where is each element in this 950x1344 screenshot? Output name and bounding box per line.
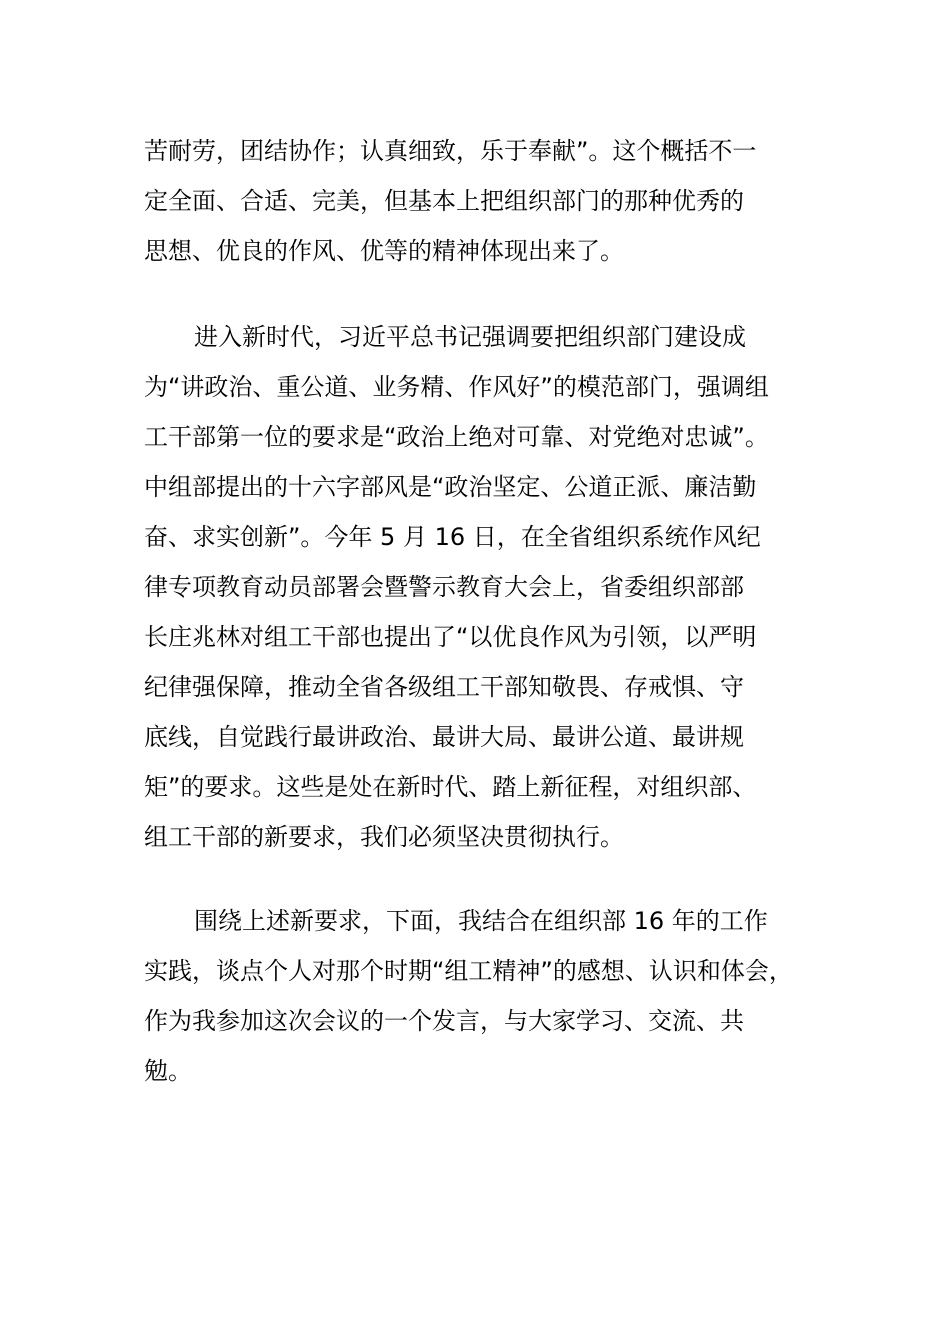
paragraph-line: 定全面、合适、完美，但基本上把组织部门的那种优秀的 bbox=[144, 187, 744, 215]
paragraph-line: 实践，谈点个人对那个时期“组工精神”的感想、认识和体会， bbox=[144, 957, 793, 985]
paragraph-line: 律专项教育动员部署会暨警示教育大会上，省委组织部部 bbox=[144, 573, 744, 601]
paragraph-line: 奋、求实创新”。今年 5 月 16 日，在全省组织系统作风纪 bbox=[144, 523, 761, 551]
paragraph-line: 思想、优良的作风、优等的精神体现出来了。 bbox=[144, 237, 624, 265]
paragraph-line: 进入新时代，习近平总书记强调要把组织部门建设成 bbox=[194, 323, 746, 351]
paragraph-line: 工干部第一位的要求是“政治上绝对可靠、对党绝对忠诚”。 bbox=[144, 423, 769, 451]
paragraph-line: 中组部提出的十六字部风是“政治坚定、公道正派、廉洁勤 bbox=[144, 473, 757, 501]
paragraph-line: 为“讲政治、重公道、业务精、作风好”的模范部门，强调组 bbox=[144, 373, 769, 401]
paragraph-line: 纪律强保障，推动全省各级组工干部知敬畏、存戒惧、守 bbox=[144, 673, 744, 701]
paragraph-line: 底线，自觉践行最讲政治、最讲大局、最讲公道、最讲规 bbox=[144, 723, 744, 751]
paragraph-line: 长庄兆林对组工干部也提出了“以优良作风为引领，以严明 bbox=[144, 623, 757, 651]
paragraph-line: 围绕上述新要求，下面，我结合在组织部 16 年的工作 bbox=[194, 907, 768, 935]
paragraph-line: 作为我参加这次会议的一个发言，与大家学习、交流、共 bbox=[144, 1007, 744, 1035]
paragraph-line: 组工干部的新要求，我们必须坚决贯彻执行。 bbox=[144, 823, 624, 851]
paragraph-line: 矩”的要求。这些是处在新时代、踏上新征程，对组织部、 bbox=[144, 773, 757, 801]
paragraph-line: 苦耐劳，团结协作；认真细致，乐于奉献”。这个概括不一 bbox=[144, 137, 757, 165]
paragraph-line: 勉。 bbox=[144, 1057, 192, 1085]
